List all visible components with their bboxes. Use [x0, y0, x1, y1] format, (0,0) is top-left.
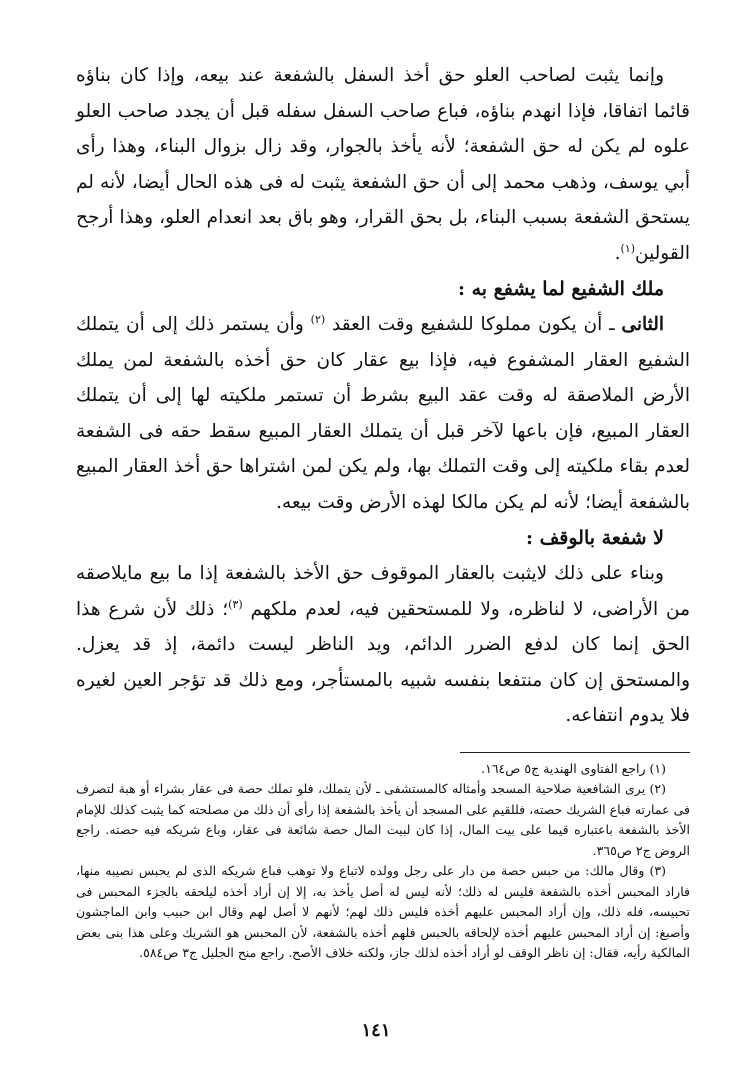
paragraph-text: وإنما يثبت لصاحب العلو حق أخذ السفل بالشفعة عند بيعه، وإذا كان بناؤه قائما اتفاقا، فإذا انهدم بناؤه، فباع صاحب السفل سفله قبل أن يجدد صاحب العلو علوه لم يكن له حق الشفعة؛ لأنه يأخذ بالجوار، وقد زال بزوال البناء، وهذا رأى أبي يوسف، وذهب محمد إلى أن حق الشفعة يثبت له فى هذه الحال أيضا، لأنه لم يستحق الشفعة بسبب البناء، بل بحق القرار، وهو باق بعد انعدام العلو، وهذا أرجح القولين [76, 65, 690, 264]
body-paragraph-3 [76, 556, 690, 734]
paragraph-lead: الثانى [621, 314, 664, 335]
body-paragraph-1 [76, 58, 690, 271]
footnote-2: (٢) يرى الشافعية صلاحية المسجد وأمثاله كالمستشفى ـ لأن يتملك، فلو تملك حصة فى عقار بشراء أو هبة لتصرف فى عمارته فباع الشريك حصته، فللقيم على المسجد أن يأخذ بالشفعة إذا رأى أن ذلك من مصلحته كما يثبت كذلك للإمام الأخذ بالشفعة باعتباره قيما على بيت المال، إذا كان لبيت المال حصة شائعة فى عقار، وباع شريكه فيه حصته. راجع الروض ج٢ ص٣٦٥. [76, 781, 690, 858]
paragraph-text: وبناء على ذلك لايثبت بالعقار الموقوف حق الأخذ بالشفعة إذا ما بيع مايلاصقه من الأراضى، لا لناظره، ولا للمستحقين فيه، لعدم ملكهم [76, 563, 690, 620]
page-content [76, 58, 690, 964]
section-heading-owner: ملك الشفيع لما يشفع به : [457, 278, 664, 300]
page-number: ١٤١ [361, 1020, 391, 1041]
footnote-3: (٣) وقال مالك: من حبس حصة من دار على رجل وولده لاتباع ولا توهب فباع شريكه الذى لم يحبس نصيبه منها، فاراد المحبس أخذه بالشفعة فليس له ذلك؛ لأنه ليس له أصل يأخذ به، إلا إن أراد أخذه ليلحقه بالجزء المحبس فى تحبيسه، فله ذلك، وإن أراد المحبس عليهم أخذه فليس ذلك لهم؛ لأنهم لا أصل لهم وقال ابن حبيب وابن الماجشون وأصبغ: إن أراد المحبس عليهم أخذه لإلحاقه بالحبس فلهم أخذه بالشفعة، لأن المحبس هو الشريك وعلى هذا بنى بعض المالكية رأيه، فقال: إن ناظر الوقف لو أراد أخذه لذلك جاز، ولكنه خلاف الأصح. راجع منح الجليل ج٣ ص٥٨٤. [76, 863, 690, 960]
paragraph-text: ؛ ذلك لأن شرع هذا الحق إنما كان لدفع الضرر الدائم، ويد الناظر ليست دائمة، إذ قد يعزل. والمستحق إن كان منتفعا بنفسه شبيه بالمستأجر، ومع ذلك قد تؤجر العين لغيره فلا يدوم انتفاعه. [76, 598, 690, 726]
footnote-1: (١) راجع الفتاوى الهندية ج٥ ص١٦٤. [481, 760, 666, 776]
footnote-divider [460, 752, 690, 753]
footnote-ref-1: (١) [620, 241, 635, 255]
footnote-ref-3: (٣) [228, 597, 243, 611]
body-paragraph-2 [76, 307, 690, 520]
paragraph-text: ـ أن يكون مملوكا للشفيع وقت العقد [325, 314, 622, 335]
section-heading-waqf: لا شفعة بالوقف : [525, 527, 664, 549]
paragraph-text: وأن يستمر ذلك إلى أن يتملك الشفيع العقار المشفوع فيه، فإذا بيع عقار كان حق أخذه بالشفعة لمن يملك الأرض الملاصقة له وقت عقد البيع بشرط أن تستمر ملكيته لها إلى أن يتملك العقار المبيع، فإن باعها لآخر قبل أن يتملك العقار المبيع سقط حقه فى الشفعة لعدم بقاء ملكيته إلى وقت التملك بها، ولم يكن لمن اشتراها حق أخذ العقار المبيع بالشفعة أيضا؛ لأنه لم يكن مالكا لهذه الأرض وقت بيعه. [76, 314, 690, 513]
paragraph-end: . [614, 242, 621, 264]
footnote-ref-2: (٢) [310, 312, 326, 326]
